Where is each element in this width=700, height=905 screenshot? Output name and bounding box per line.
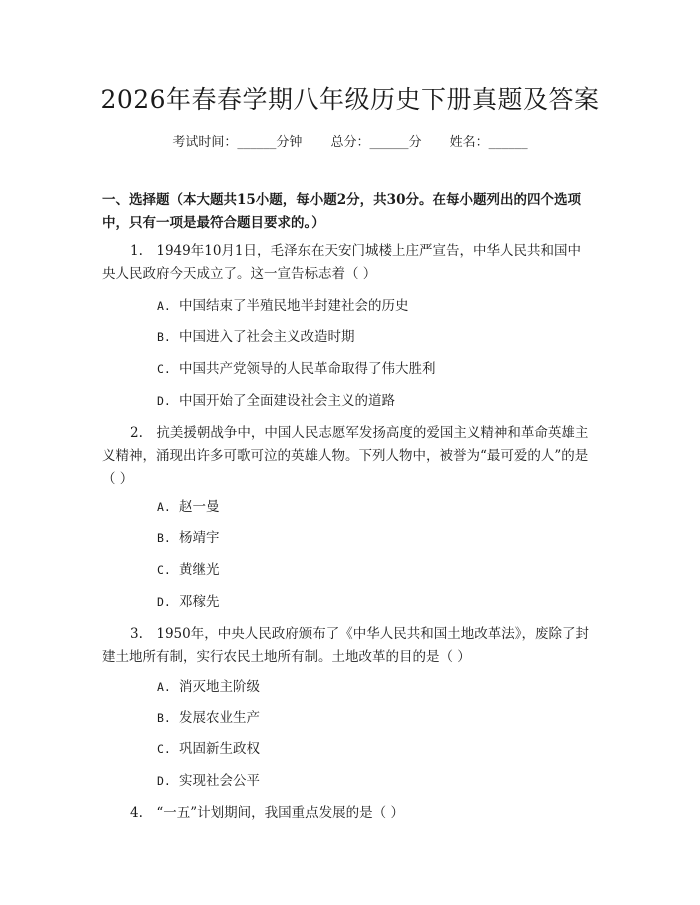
option-letter: D. [157,595,171,609]
question-3-stem: 3. 1950年，中央人民政府颁布了《中华人民共和国土地改革法》，废除了封建土地所有制，实行农民土地所有制。土地改革的目的是（ ） [102,626,589,665]
option-letter: B. [157,711,171,725]
question-1-stem: 1. 1949年10月1日，毛泽东在天安门城楼上庄严宣告，中华人民共和国中央人民政府今天成立了。这一宣告标志着（ ） [102,243,582,282]
exam-info-line [0,131,700,150]
option-text: 黄继光 [179,562,220,578]
question-2-option-b [157,528,220,548]
question-1-option-a [157,296,409,316]
option-text: 中国共产党领导的人民革命取得了伟大胜利 [179,361,436,377]
question-2-option-a [157,497,220,517]
option-letter: C. [157,362,171,376]
option-letter: A. [157,500,171,514]
option-letter: D. [157,394,171,408]
option-text: 赵一曼 [179,499,220,515]
question-2-option-d [157,592,220,612]
student-name-field: 姓名：______ [449,135,528,150]
option-text: 邓稼先 [179,594,220,610]
option-text: 杨靖宇 [179,530,220,546]
exam-score-field: 总分：______分 [330,135,422,150]
option-text: 中国进入了社会主义改造时期 [179,329,355,345]
question-3-option-c [157,739,260,759]
exam-title: 2026年春春学期八年级历史下册真题及答案 [100,85,600,114]
option-text: 发展农业生产 [179,710,260,726]
option-letter: B. [157,531,171,545]
question-1-option-d [157,391,395,411]
question-1-option-b [157,327,355,347]
option-text: 消灭地主阶级 [179,679,260,695]
option-letter: B. [157,330,171,344]
question-3-option-d [157,771,260,791]
option-letter: C. [157,563,171,577]
question-4-stem: 4. “一五”计划期间，我国重点发展的是（ ） [130,805,404,821]
option-letter: C. [157,742,171,756]
question-1-option-c [157,359,436,379]
option-text: 实现社会公平 [179,773,260,789]
question-3-option-a [157,677,260,697]
exam-time-field: 考试时间：______分钟 [172,135,303,150]
question-2-stem: 2. 抗美援朝战争中，中国人民志愿军发扬高度的爱国主义精神和革命英雄主义精神，涌现出许多可歌可泣的英雄人物。下列人物中，被誉为“最可爱的人”的是（ ） [102,425,589,487]
option-letter: A. [157,680,171,694]
question-3-option-b [157,708,260,728]
question-2-option-c [157,560,220,580]
option-letter: D. [157,774,171,788]
option-text: 中国开始了全面建设社会主义的道路 [179,393,395,409]
option-letter: A. [157,299,171,313]
section-heading: 一、选择题（本大题共15小题，每小题2分，共30分。在每小题列出的四个选项中，只有一项是最符合题目要求的。） [102,192,581,231]
option-text: 中国结束了半殖民地半封建社会的历史 [179,298,409,314]
option-text: 巩固新生政权 [179,741,260,757]
